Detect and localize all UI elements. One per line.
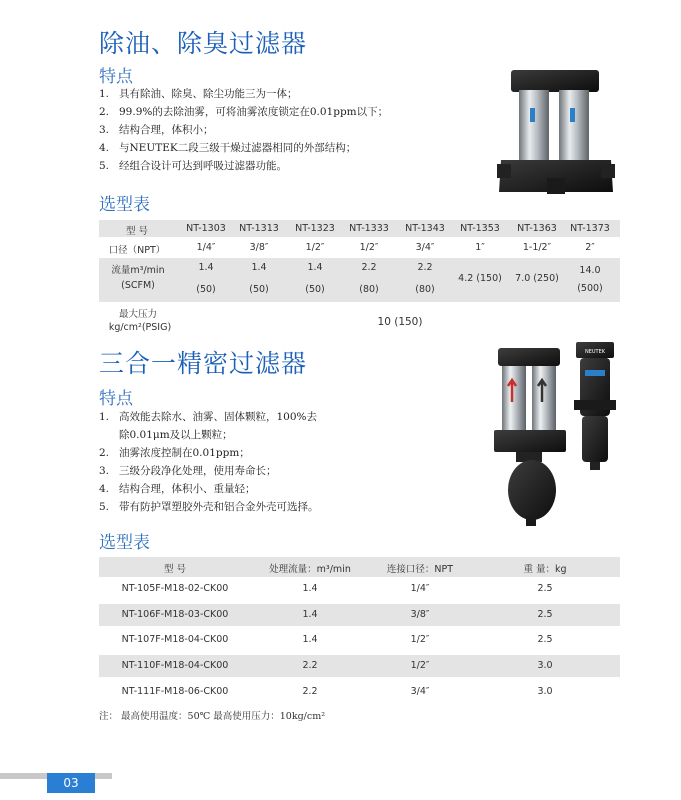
flow-cell: (50)	[305, 284, 325, 295]
port-cell: 1″	[475, 242, 485, 253]
feature-text-continued: 除0.01μm及以上颗粒；	[119, 429, 233, 441]
feature-number: 3.	[99, 465, 110, 477]
pressure-label-unit: kg/cm²(PSIG)	[108, 322, 172, 333]
flow-label: 流量m³/min	[111, 265, 165, 276]
section1-features-list	[99, 85, 479, 175]
feature-item	[99, 139, 479, 157]
feature-item	[99, 426, 399, 444]
flow-cell: (50)	[196, 284, 216, 295]
feature-number: 5.	[99, 160, 110, 172]
table-header-label: 型 号	[125, 226, 149, 237]
flow-cell: (80)	[415, 284, 435, 295]
feature-text: 具有除油、除臭、除尘功能三为一体；	[119, 88, 298, 100]
flow-label-unit: (SCFM)	[121, 280, 155, 291]
port-cell: 3/4″	[415, 242, 435, 253]
feature-item	[99, 85, 479, 103]
feature-number: 2.	[99, 106, 110, 118]
feature-item	[99, 498, 399, 516]
feature-number: 4.	[99, 483, 110, 495]
brand-label: NEUTEK	[584, 349, 606, 355]
feature-text: 油雾浓度控制在0.01ppm；	[119, 447, 250, 459]
flow-cell: 2.2	[417, 262, 433, 273]
feature-number: 4.	[99, 142, 110, 154]
feature-item	[99, 462, 399, 480]
table-cell-port: 3/8″	[410, 609, 430, 620]
table-cell-port: 1/2″	[410, 634, 430, 645]
flow-cell: 1.4	[251, 262, 267, 273]
table-cell-flow: 1.4	[302, 609, 318, 620]
table-cell-flow: 2.2	[302, 660, 318, 671]
model-cell: NT-1323	[295, 223, 335, 234]
table-cell-model: NT-111F-M18-06-CK00	[121, 686, 229, 697]
port-cell: 1/2″	[359, 242, 379, 253]
oil-odor-filter-image	[497, 68, 615, 198]
table-cell-weight: 2.5	[537, 609, 553, 620]
flow-cell: (500)	[577, 283, 603, 294]
table-cell-flow: 2.2	[302, 686, 318, 697]
table-cell-weight: 3.0	[537, 686, 553, 697]
feature-text: 经组合设计可达到呼吸过滤器功能。	[119, 160, 287, 172]
model-cell: NT-1303	[186, 223, 226, 234]
feature-number: 2.	[99, 447, 110, 459]
feature-text: 带有防护罩塑胶外壳和铝合金外壳可选择。	[119, 501, 319, 513]
feature-number: 5.	[99, 501, 110, 513]
feature-item	[99, 121, 479, 139]
flow-cell: 14.0	[579, 265, 601, 276]
section2-features-heading: 特点	[99, 389, 133, 409]
table-cell-flow: 1.4	[302, 634, 318, 645]
table-cell-port: 1/2″	[410, 660, 430, 671]
section1-title: 除油、除臭过滤器	[99, 29, 308, 58]
feature-text: 与NEUTEK二段三级干燥过滤器相同的外部结构；	[119, 142, 357, 154]
table-cell-weight: 2.5	[537, 634, 553, 645]
section1-table-heading: 选型表	[99, 195, 150, 215]
feature-text: 结构合理，体积小；	[119, 124, 214, 136]
pressure-value: 10 (150)	[377, 316, 423, 328]
section2-title: 三合一精密过滤器	[99, 349, 308, 378]
table-header-cell: 连接口径：NPT	[386, 564, 454, 575]
model-cell: NT-1343	[405, 223, 445, 234]
feature-number: 3.	[99, 124, 110, 136]
section2-table-heading: 选型表	[99, 533, 150, 553]
model-cell: NT-1373	[570, 223, 610, 234]
feature-item	[99, 157, 479, 175]
flow-cell: 1.4	[307, 262, 323, 273]
feature-number: 1.	[99, 88, 110, 100]
feature-text: 99.9%的去除油雾，可将油雾浓度锁定在0.01ppm以下；	[119, 106, 389, 118]
port-cell: 1/2″	[305, 242, 325, 253]
model-cell: NT-1363	[517, 223, 557, 234]
feature-text: 结构合理，体积小、重量轻；	[119, 483, 256, 495]
table-cell-model: NT-107F-M18-04-CK00	[121, 634, 229, 645]
feature-number: 1.	[99, 411, 110, 423]
flow-cell: (50)	[249, 284, 269, 295]
flow-cell: (80)	[359, 284, 379, 295]
table-cell-weight: 2.5	[537, 583, 553, 594]
feature-item	[99, 103, 479, 121]
port-cell: 2″	[585, 242, 595, 253]
model-cell: NT-1313	[239, 223, 279, 234]
table-header-cell: 处理流量：m³/min	[269, 564, 351, 575]
table-cell-flow: 1.4	[302, 583, 318, 594]
feature-item	[99, 480, 399, 498]
flow-cell: 7.0 (250)	[515, 273, 559, 284]
table-header-cell: 重 量：kg	[523, 564, 567, 575]
feature-item	[99, 444, 399, 462]
flow-cell: 1.4	[198, 262, 214, 273]
pressure-label: 最大压力	[118, 309, 157, 320]
port-cell: 1/4″	[196, 242, 216, 253]
feature-item	[99, 408, 399, 426]
port-cell: 3/8″	[249, 242, 269, 253]
flow-cell: 2.2	[361, 262, 377, 273]
flow-cell: 4.2 (150)	[458, 273, 502, 284]
table-header-cell: 型 号	[163, 564, 187, 575]
section2-features-list	[99, 408, 399, 516]
feature-text: 三级分段净化处理，使用寿命长；	[119, 465, 277, 477]
table-cell-weight: 3.0	[537, 660, 553, 671]
table-cell-port: 3/4″	[410, 686, 430, 697]
port-cell: 1-1/2″	[522, 242, 552, 253]
feature-text: 高效能去除水、油雾、固体颗粒，100%去	[119, 411, 318, 423]
table-cell-port: 1/4″	[410, 583, 430, 594]
table-cell-model: NT-110F-M18-04-CK00	[121, 660, 229, 671]
section1-features-heading: 特点	[99, 67, 133, 87]
three-in-one-filter-image	[490, 340, 630, 530]
table-cell-model: NT-105F-M18-02-CK00	[121, 583, 229, 594]
table-cell-model: NT-106F-M18-03-CK00	[121, 609, 229, 620]
model-cell: NT-1333	[349, 223, 389, 234]
model-cell: NT-1353	[460, 223, 500, 234]
page-number: 03	[47, 773, 95, 793]
port-label: 口径（NPT）	[108, 245, 166, 256]
table-note: 注： 最高使用温度：50℃ 最高使用压力：10kg/cm²	[99, 711, 326, 722]
